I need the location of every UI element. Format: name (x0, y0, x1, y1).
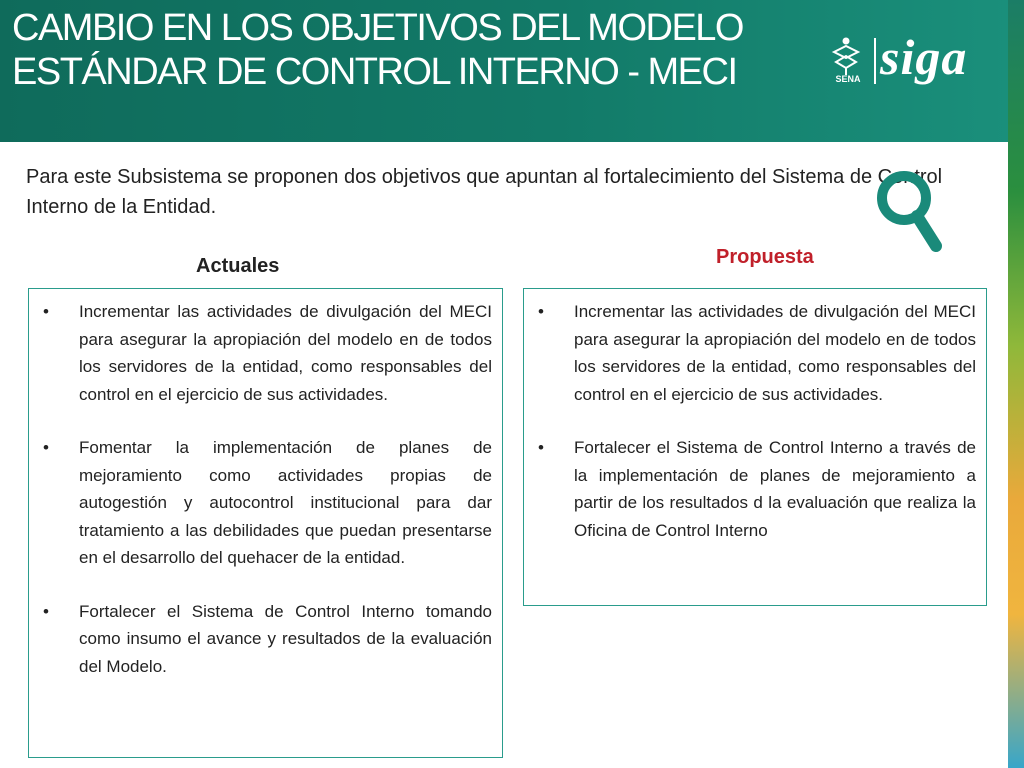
slide-title: CAMBIO EN LOS OBJETIVOS DEL MODELO ESTÁNDAR DE CONTROL INTERNO - MECI (12, 7, 743, 93)
bullet-icon: • (43, 302, 49, 321)
list-item-text: Fortalecer el Sistema de Control Interno tomando como insumo el avance y resultados de la evaluación del Modelo. (79, 601, 492, 676)
sena-logo-icon (828, 36, 864, 76)
bullet-icon: • (43, 601, 49, 621)
logo-divider (874, 38, 876, 84)
list-item (41, 598, 492, 681)
propuesta-box (523, 288, 987, 606)
logo-area (822, 30, 982, 100)
list-item (536, 434, 976, 544)
propuesta-heading: Propuesta (716, 246, 814, 268)
sena-logo-label: SENA (835, 74, 861, 84)
propuesta-list (536, 298, 976, 544)
slide-header (0, 0, 1008, 142)
list-item-text: Fomentar la implementación de planes de mejoramiento como actividades propias de autogestión y autocontrol institucional para dar tratamiento a las debilidades que puedan presentarse en el desarrollo del quehacer de la entidad. (79, 438, 492, 567)
list-item-text: Incrementar las actividades de divulgación del MECI para asegurar la apropiación del modelo en de todos los servidores de la entidad, como responsables del control en el ejercicio de sus actividades. (574, 302, 976, 404)
intro-text: Para este Subsistema se proponen dos objetivos que apuntan al fortalecimiento del Sistema de Control Interno de la Entidad. (26, 166, 943, 218)
bullet-icon: • (538, 438, 544, 457)
list-item (41, 298, 492, 408)
list-item-text: Incrementar las actividades de divulgación del MECI para asegurar la apropiación del modelo en de todos los servidores de la entidad, como responsables del control en el ejercicio de sus actividades. (79, 302, 492, 404)
list-item (41, 434, 492, 572)
list-item-text: Fortalecer el Sistema de Control Interno a través de la implementación de planes de mejoramiento a partir de los resultados d la evaluación que realiza la Oficina de Control Interno (574, 438, 976, 540)
actuales-heading: Actuales (196, 255, 280, 277)
siga-logo: siga (880, 29, 968, 85)
actuales-box (28, 288, 503, 758)
side-color-stripe (1008, 0, 1024, 768)
bullet-icon: • (538, 302, 544, 321)
list-item (536, 298, 976, 408)
bullet-icon: • (43, 438, 49, 457)
actuales-list (41, 298, 492, 680)
magnifier-icon (872, 168, 952, 258)
